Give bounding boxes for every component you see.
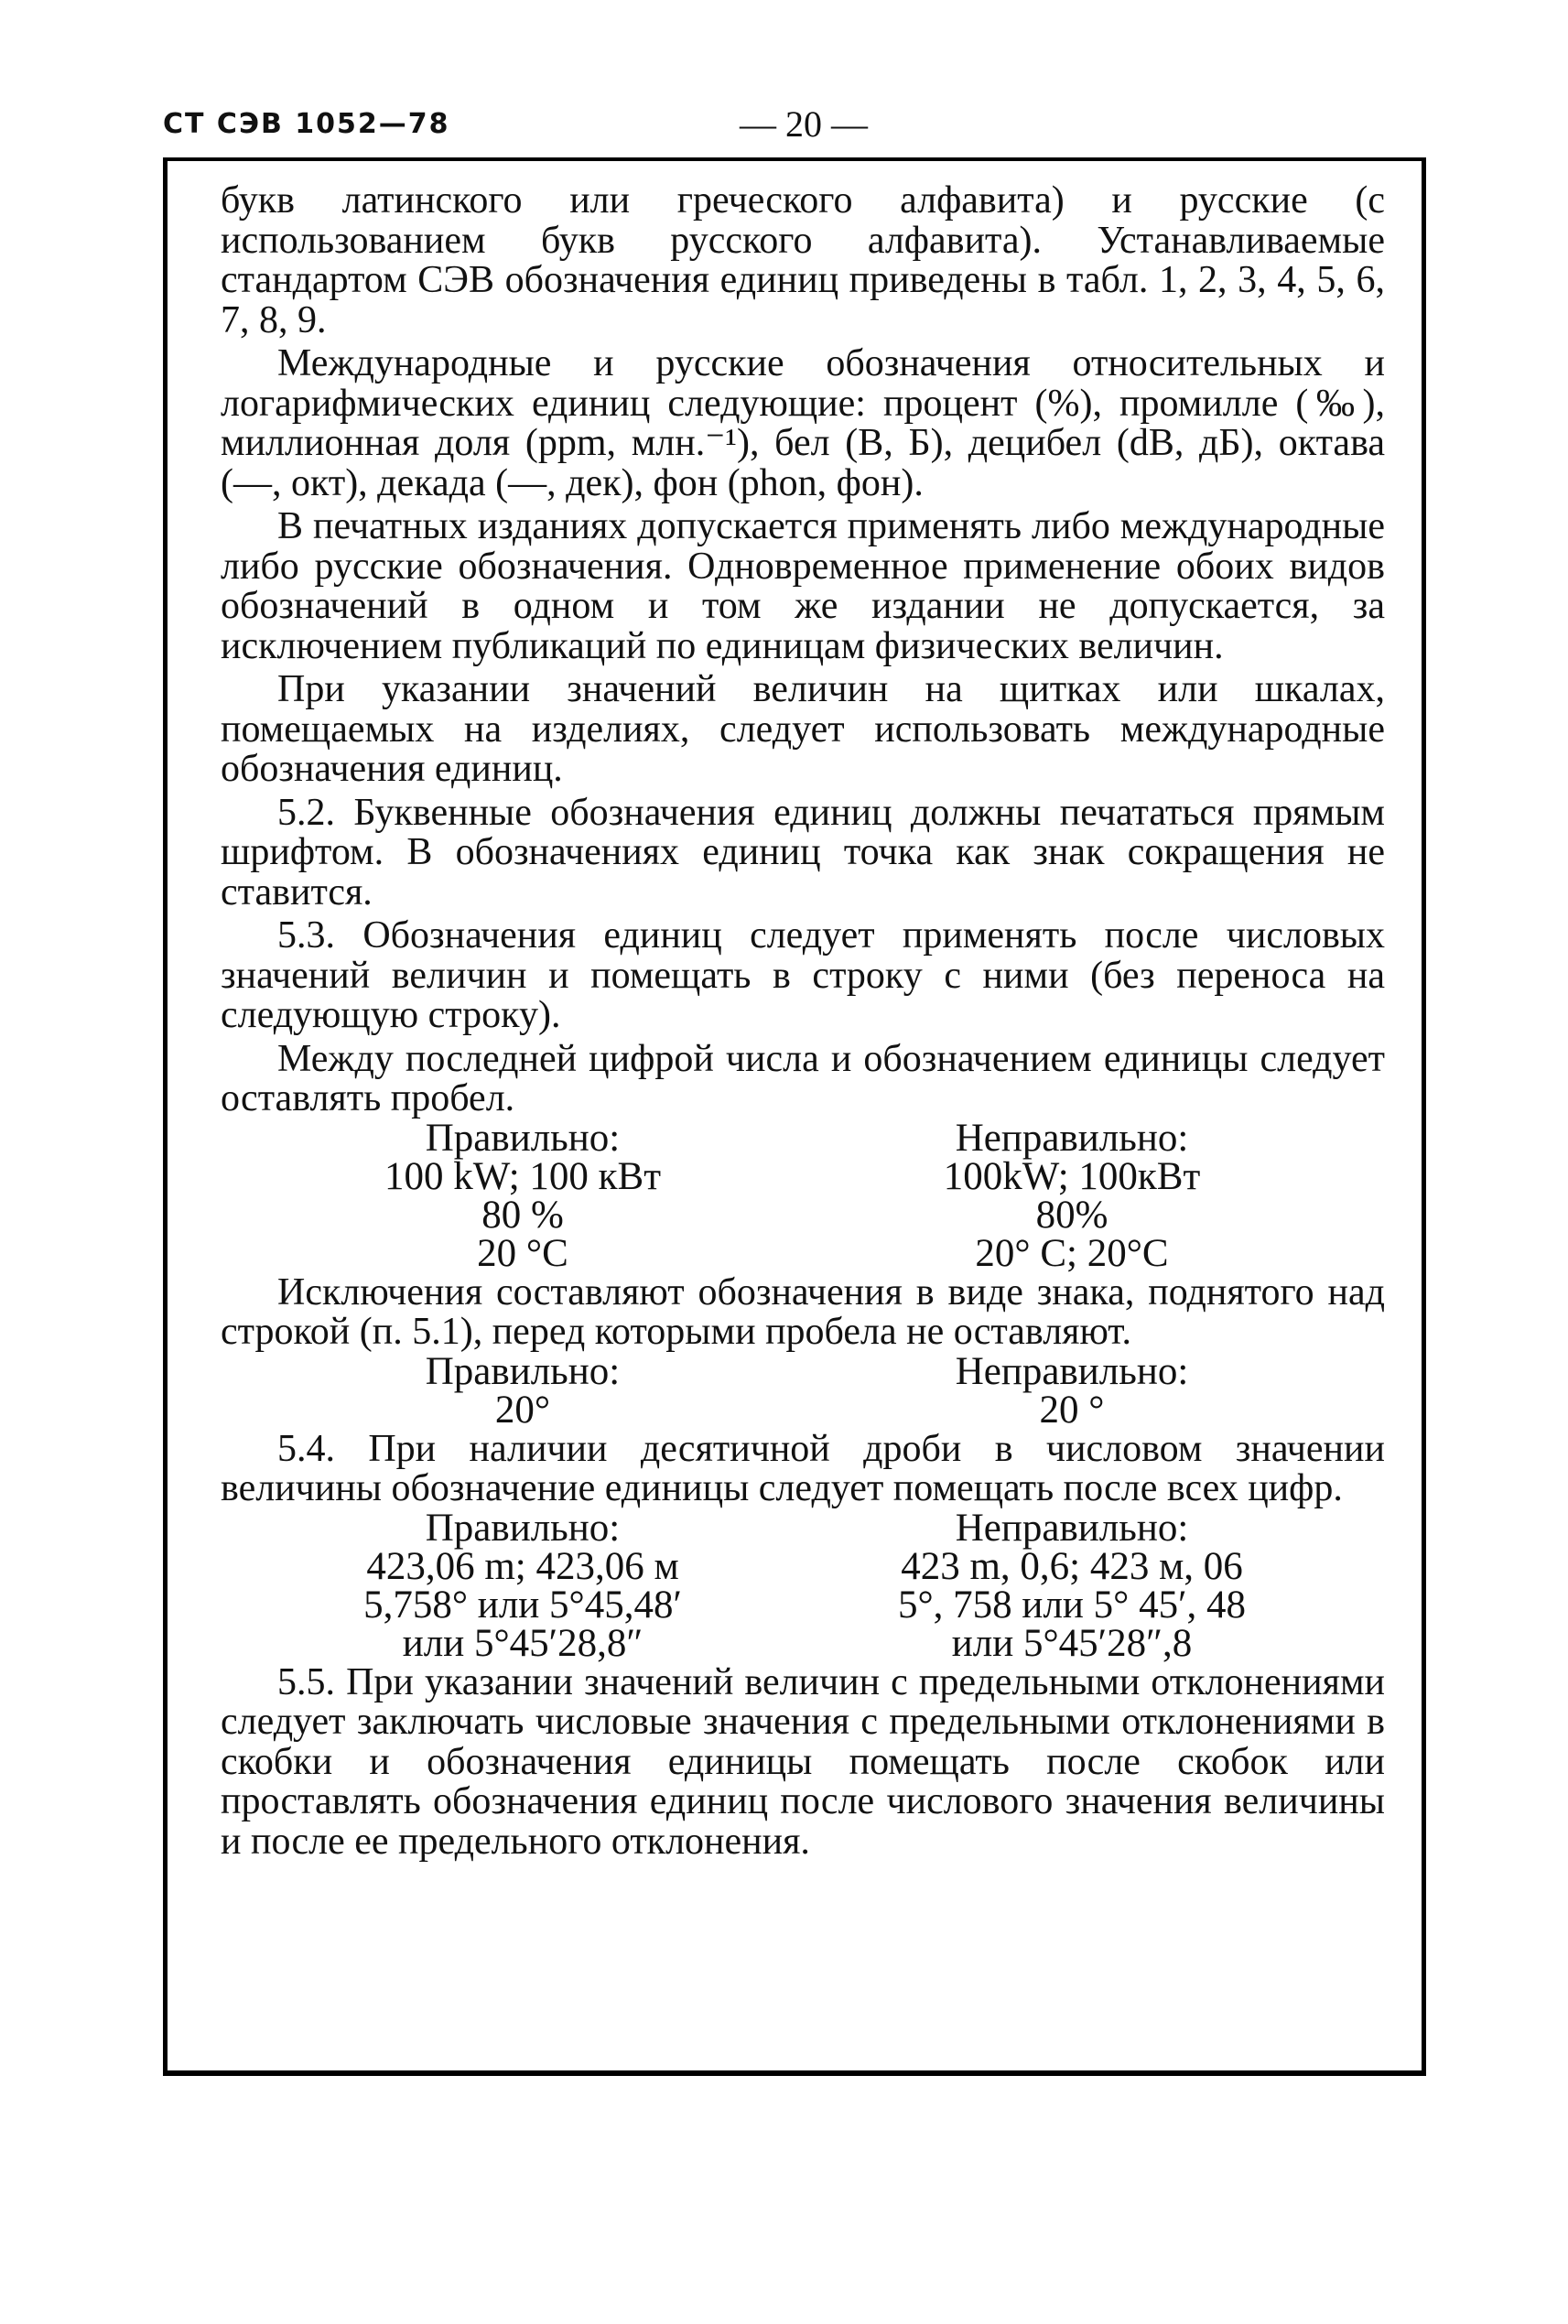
incorrect-example: 20° C; 20°C xyxy=(975,1231,1169,1275)
example-row xyxy=(221,1193,1385,1237)
paragraph: Между последней цифрой числа и обозначением единицы следует оставлять пробел. xyxy=(221,1037,1385,1119)
paragraph: При указании значений величин на щитках или шкалах, помещаемых на изделиях, следует использовать международные обозначения единиц. xyxy=(221,668,1385,790)
correct-example: 100 kW; 100 кВт xyxy=(384,1154,662,1198)
example-row xyxy=(221,1388,1385,1432)
paragraph: букв латинского или греческого алфавита) и русские (с использованием букв русского алфавита). Устанавливаемые стандартом СЭВ обозначения единиц приведены в табл. 1, 2, 3, 4, 5, 6, 7, 8, 9. xyxy=(221,179,1385,341)
incorrect-example: 20 ° xyxy=(1039,1388,1105,1432)
correct-example: 20 °C xyxy=(477,1231,568,1275)
correct-label: Правильно: xyxy=(425,1116,621,1160)
example-row xyxy=(221,1231,1385,1275)
incorrect-example: 423 m, 0,6; 423 м, 06 xyxy=(901,1544,1243,1588)
incorrect-example: 100kW; 100кВт xyxy=(943,1154,1201,1198)
incorrect-example: или 5°45′28″,8 xyxy=(951,1621,1193,1665)
example-header xyxy=(221,1349,1385,1393)
example-header xyxy=(221,1506,1385,1550)
example-row xyxy=(221,1544,1385,1588)
example-block-spacing xyxy=(221,1116,1385,1275)
incorrect-label: Неправильно: xyxy=(955,1116,1189,1160)
example-row xyxy=(221,1154,1385,1198)
page-number: — 20 — xyxy=(740,103,868,145)
page-body xyxy=(221,181,1385,1862)
correct-example: 80 % xyxy=(481,1193,564,1237)
incorrect-example: 5°, 758 или 5° 45′, 48 xyxy=(897,1583,1247,1627)
correct-example: 5,758° или 5°45,48′ xyxy=(363,1583,682,1627)
incorrect-label: Неправильно: xyxy=(955,1506,1189,1550)
incorrect-example: 80% xyxy=(1035,1193,1108,1237)
page-frame xyxy=(163,157,1426,2076)
example-block-decimal xyxy=(221,1506,1385,1665)
correct-example: или 5°45′28,8″ xyxy=(402,1621,643,1665)
paragraph: 5.5. При указании значений величин с предельными отклонениями следует заключать числовые значения с предельными отклонениями в скобки и обозначения единицы помещать после скобок или проставлять обозначения единиц после числового значения величины и после ее предельного отклонения. xyxy=(221,1660,1385,1863)
correct-label: Правильно: xyxy=(425,1349,621,1393)
example-header xyxy=(221,1116,1385,1160)
paragraph: 5.2. Буквенные обозначения единиц должны печататься прямым шрифтом. В обозначениях единиц точка как знак сокращения не ставится. xyxy=(221,791,1385,913)
correct-example: 423,06 m; 423,06 м xyxy=(366,1544,679,1588)
paragraph: 5.3. Обозначения единиц следует применять после числовых значений величин и помещать в строку с ними (без переноса на следующую строку). xyxy=(221,914,1385,1036)
paragraph: В печатных изданиях допускается применять либо международные либо русские обозначения. Одновременное применение обоих видов обозначений в одном и том же издании не допускается, за исключением публикаций по единицам физических величин. xyxy=(221,505,1385,667)
example-row xyxy=(221,1583,1385,1627)
correct-example: 20° xyxy=(494,1388,551,1432)
page-header xyxy=(163,103,1426,163)
paragraph: 5.4. При наличии десятичной дроби в числовом значении величины обозначение единицы следует помещать после всех цифр. xyxy=(221,1427,1385,1509)
document-code: СТ СЭВ 1052—78 xyxy=(163,108,450,140)
correct-label: Правильно: xyxy=(425,1506,621,1550)
example-block-sign xyxy=(221,1349,1385,1432)
paragraph: Международные и русские обозначения относительных и логарифмических единиц следующие: процент (%), промилле (‰), миллионная доля (ppm, млн.⁻¹), бел (B, Б), децибел (dB, дБ), октава (—, окт), декада (—, дек), фон (phon, фон). xyxy=(221,342,1385,504)
incorrect-label: Неправильно: xyxy=(955,1349,1189,1393)
example-row xyxy=(221,1621,1385,1665)
paragraph: Исключения составляют обозначения в виде знака, поднятого над строкой (п. 5.1), перед которыми пробела не оставляют. xyxy=(221,1270,1385,1353)
